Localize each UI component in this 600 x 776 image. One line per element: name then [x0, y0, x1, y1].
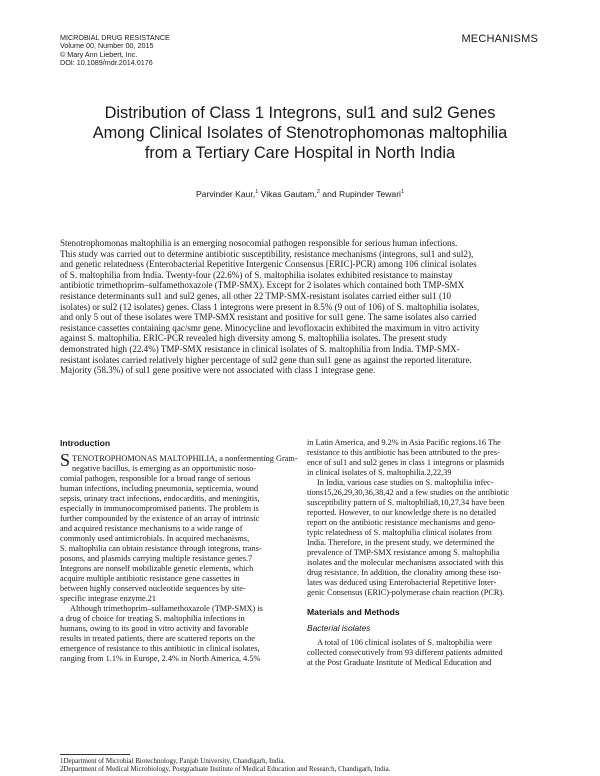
left-column [60, 438, 298, 664]
author-name: Vikas Gautam, [258, 189, 317, 199]
body-line: susceptibility pattern of S. maltophilia8,10,27,34 have been [307, 498, 505, 507]
abstract-line: antibiotic trimethoprim–sulfamethoxazole (TMP-SMX). Except for 2 isolates which contained both TMP-SMX [60, 280, 465, 291]
author-list [60, 189, 540, 199]
abstract-line: resistance determinants sul1 and sul2 genes, all other 22 TMP-SMX-resistant isolates carried either sul1 (10 [60, 290, 452, 301]
title-line: Distribution of Class 1 Integrons, sul1 and sul2 Genes [104, 104, 496, 122]
body-line: Integrons are nonself mobilizable genetic elements, which [60, 564, 254, 573]
body-line: typic relatedness of S. maltophilia clinical isolates from [307, 528, 492, 537]
abstract-line: Majority (58.3%) of sul1 gene positive were not associated with class 1 integrase gene. [60, 365, 376, 376]
body-line: in Latin America, and 9.2% in Asia Pacific regions.16 The [307, 438, 501, 447]
body-line: tions15,26,29,30,36,38,42 and a few studies on the antibiotic [307, 488, 510, 497]
body-line: sepsis, urinary tract infections, endocarditis, and meningitis, [60, 494, 260, 503]
body-line: genic Consensus (ERIC)-polymerase chain reaction (PCR). [307, 588, 505, 597]
body-line: negative bacillus, is emerging as an opportunistic noso- [72, 464, 257, 473]
abstract-line: of S. maltophilia from India. Twenty-four (22.6%) of S. maltophilia isolates exhibited resistance to mainstay [60, 269, 453, 280]
body-line: S. maltophilia can obtain resistance through integrons, trans- [60, 544, 262, 553]
intro-first-line-text: TENOTROPHOMONAS MALTOPHILIA, a nonfermenting Gram- [72, 454, 298, 463]
body-line: posons, and plasmids carrying multiple resistance genes.7 [60, 554, 253, 563]
body-line: A total of 106 clinical isolates of S. maltophilia were [317, 638, 493, 647]
section-heading-introduction: Introduction [60, 438, 111, 448]
journal-volume: Volume 00, Number 00, 2015 [60, 41, 154, 51]
journal-copyright: © Mary Ann Liebert, Inc. [60, 49, 138, 59]
abstract-line: isolates) or sul2 (12 isolates) genes. Class 1 integrons were present in 8.5% (9 out of 106) of S. maltophilia isolates, [60, 301, 480, 312]
dropcap: S [60, 450, 71, 470]
body-line: specific integrase enzyme.21 [60, 594, 157, 603]
body-line: ranging from 1.1% in Europe, 2.4% in North America, 4.5% [60, 654, 261, 663]
body-line: isolates and the molecular mechanisms associated with this [307, 558, 504, 567]
body-line: commonly used antimicrobials. In acquired mechanisms, [60, 534, 250, 543]
footnote-rule [60, 754, 130, 755]
body-line: report on the antibiotic resistance mechanisms and geno- [307, 518, 496, 527]
abstract-line: Stenotrophomonas maltophilia is an emerging nosocomial pathogen responsible for serious human infections. [60, 238, 458, 248]
author-name: and Rupinder Tewari [319, 189, 401, 199]
abstract-line: and genetic relatedness (Enterobacterial Repetitive Intergenic Consensus [ERIC]-PCR) among 106 clinical isolates [60, 259, 477, 270]
body-line: at the Post Graduate Institute of Medical Education and [307, 658, 492, 667]
body-line: human infections, including pneumonia, septicemia, wound [60, 484, 259, 493]
body-line: lates was deduced using Enterobacterial Repetitive Inter- [307, 578, 497, 587]
body-line: India. Therefore, in the present study, we determined the [307, 538, 495, 547]
body-line: Although trimethoprim–sulfamethoxazole (TMP-SMX) is [70, 604, 263, 613]
abstract-line: and only 5 out of these isolates were TMP-SMX resistant and positive for sul1 gene. The same isolates also carried [60, 312, 477, 323]
body-line: emergence of resistance to this antibiotic in clinical isolates, [60, 644, 260, 653]
abstract-line: This study was carried out to determine antibiotic susceptibility, resistance mechanisms (integrons, sul1 and sul2), [60, 248, 474, 259]
body-line: In India, various case studies on S. maltophilia infec- [317, 478, 494, 487]
body-line: reported. However, to our knowledge there is no detailed [307, 508, 497, 517]
paper-title [60, 103, 540, 163]
journal-doi[interactable]: DOI: 10.1089/mdr.2014.0176 [60, 58, 153, 68]
subsection-heading-isolates: Bacterial isolates [307, 623, 371, 633]
body-line: prevalence of TMP-SMX resistance among S. maltophilia [307, 548, 500, 557]
title-line: from a Tertiary Care Hospital in North India [144, 144, 456, 162]
author-name: Parvinder Kaur, [195, 189, 256, 199]
body-line: especially in immunocompromised patients. The problem is [60, 504, 259, 513]
journal-info [60, 34, 320, 68]
body-line: drug resistance. In addition, the clonality among these iso- [307, 568, 502, 577]
body-line: collected consecutively from 93 different patients admitted [307, 648, 503, 657]
body-line: between highly conserved nucleotide sequences by site- [60, 584, 246, 593]
affiliation-marker: 2 [316, 189, 320, 196]
affiliation-line: 2Department of Medical Microbiology, Postgraduate Institute of Medical Education and Research, Chandigarh, India. [60, 765, 391, 774]
abstract-line: resistance cassettes containing qac/smr gene. Minocycline and levofloxacin exhibited the maximum in vitro activity [60, 322, 480, 333]
body-line: comial pathogen, responsible for a broad range of serious [60, 474, 251, 483]
right-column [307, 438, 540, 668]
affiliation-line: 1Department of Microbial Biotechnology, Panjab University, Chandigarh, India. [60, 757, 286, 765]
affiliations [60, 757, 540, 774]
abstract-line: against S. maltophilia. ERIC-PCR revealed high diversity among S. maltophilia isolates. The present study [60, 333, 448, 344]
section-heading-methods: Materials and Methods [307, 607, 400, 617]
body-line: humans, owing to its good in vitro activity and favorable [60, 624, 249, 633]
affiliation-marker: 1 [255, 189, 259, 196]
journal-name: MICROBIAL DRUG RESISTANCE [60, 33, 170, 42]
section-label: MECHANISMS [461, 33, 538, 45]
body-line: ence of sul1 and sul2 genes in class 1 integrons or plasmids [307, 458, 505, 467]
title-line: Among Clinical Isolates of Stenotrophomonas maltophilia [92, 124, 508, 142]
abstract-line: demonstrated high (22.4%) TMP-SMX resistance in clinical isolates of S. maltophilia from India. TMP-SMX- [60, 343, 460, 354]
body-line: results in treated patients, there are scattered reports on the [60, 634, 255, 643]
affiliation-marker: 1 [400, 189, 405, 196]
abstract-line: resistant isolates carried relatively higher percentage of sul2 gene than sul1 gene as against the reported literature. [60, 354, 472, 365]
body-line: resistance to this antibiotic has been attributed to the pres- [307, 448, 500, 457]
abstract [60, 238, 540, 376]
body-line: acquire multiple antibiotic resistance gene cassettes in [60, 574, 240, 583]
body-line: further compounded by the existence of an array of intrinsic [60, 514, 260, 523]
body-line: in clinical isolates of S. maltophilia.2,22,39 [307, 468, 452, 477]
body-line: and acquired resistance mechanisms to a wide range of [60, 524, 243, 533]
body-line: a drug of choice for treating S. maltophilia infections in [60, 614, 245, 623]
